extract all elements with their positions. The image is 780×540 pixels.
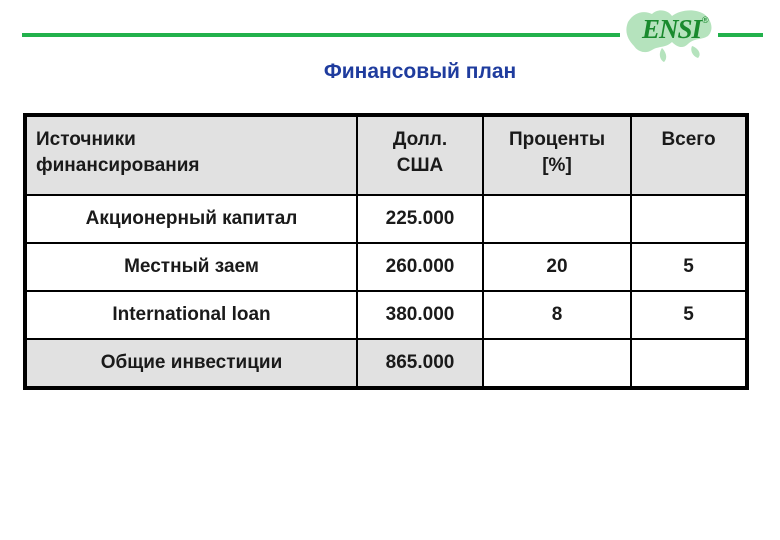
table-row [25,195,747,243]
row-percent: 8 [483,291,631,339]
ensi-logo [622,2,718,66]
row-label: Общие инвестиции [25,339,357,388]
table-header-row [25,115,747,195]
registered-mark: ® [702,15,709,25]
page-title: Финансовый план [323,60,517,83]
table-row [25,243,747,291]
row-usd: 380.000 [357,291,483,339]
row-usd: 225.000 [357,195,483,243]
header-percent: Проценты [%] [483,115,631,195]
header-total: Всего [631,115,747,195]
header-rule-right [718,33,763,37]
table-row-total [25,339,747,388]
row-percent [483,195,631,243]
row-label: Акционерный капитал [25,195,357,243]
header-rule-left [22,33,620,37]
logo-text: ENSI [642,14,702,44]
row-percent: 20 [483,243,631,291]
row-label: Местный заем [25,243,357,291]
header-usd: Долл. США [357,115,483,195]
header-sources: Источники финансирования [25,115,357,195]
row-total: 5 [631,243,747,291]
row-total [631,339,747,388]
table-row [25,291,747,339]
financial-plan-table [23,113,749,390]
row-usd: 260.000 [357,243,483,291]
row-percent [483,339,631,388]
row-label: International loan [25,291,357,339]
row-total: 5 [631,291,747,339]
row-total [631,195,747,243]
row-usd: 865.000 [357,339,483,388]
